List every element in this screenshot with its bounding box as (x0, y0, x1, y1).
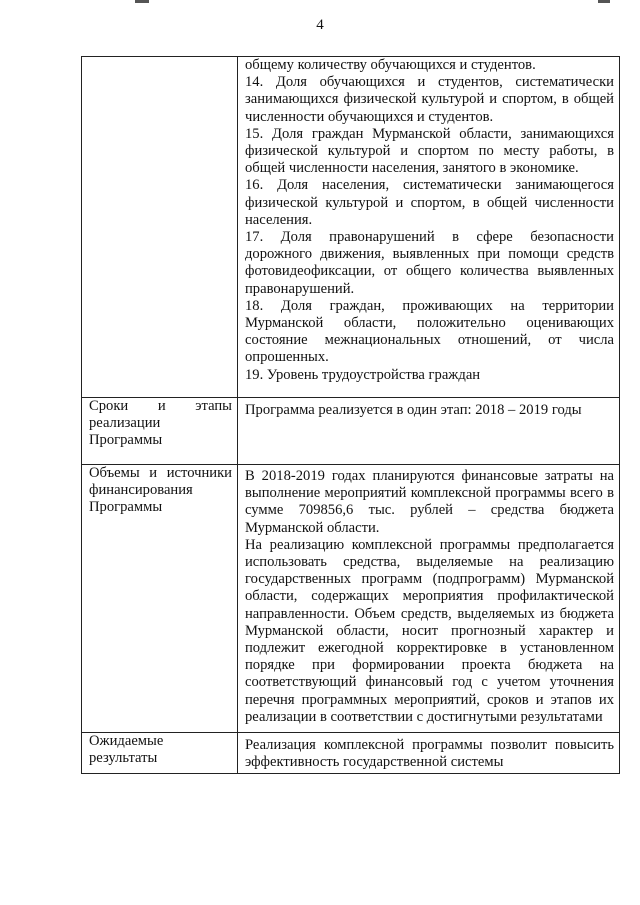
financing-text-2: На реализацию комплексной программы предполагается использовать средства, выделяемые на реализацию государственных программ (подпрограмм) Мурманской области, содержащих мероприятия профилактической направленности. Объем средств, выделяемых из бюджета Мурманской области, носит прогнозный характер и подлежит ежегодной корректировке в установленном порядке при формировании проекта бюджета на соответствующий финансовый год с учетом уточнения перечня программных мероприятий, сроков и этапов их реализации в соответствии с достигнутыми результатами (245, 536, 614, 725)
indicator-14: 14. Доля обучающихся и студентов, систематически занимающихся физической культурой и спортом, в общей численности обучающихся и студентов. (245, 74, 614, 125)
indicator-continuation: общему количеству обучающихся и студентов. (245, 57, 536, 73)
indicator-16: 16. Доля населения, систематически занимающегося физической культурой и спортом, в общей численности населения. (245, 177, 614, 228)
program-passport-table (81, 56, 620, 774)
row-value-results (238, 733, 620, 774)
page-number: 4 (316, 17, 324, 33)
row-value-financing (238, 465, 620, 733)
results-text: Реализация комплексной программы позволит повысить эффективность государственной системы (245, 737, 614, 771)
table-row (82, 57, 620, 398)
indicator-18: 18. Доля граждан, проживающих на территории Мурманской области, положительно оценивающих состояние межнациональных отношений, от числа опрошенных. (245, 297, 614, 366)
table-row (82, 398, 620, 465)
row-label (82, 57, 238, 398)
row-value-terms (238, 398, 620, 465)
scan-edge-mark-right (598, 0, 610, 3)
row-value (238, 57, 620, 398)
financing-text-1: В 2018-2019 годах планируются финансовые затраты на выполнение мероприятий комплексной программы всего в сумме 709856,6 тыс. рублей – средства бюджета Мурманской области. (245, 468, 614, 536)
row-label-financing: Объемы и источники финансирования Программы (82, 465, 238, 733)
row-label-terms: Сроки и этапы реализации Программы (82, 398, 238, 465)
scan-edge-mark-left (135, 0, 149, 3)
terms-text: Программа реализуется в один этап: 2018 – 2019 годы (245, 402, 582, 418)
indicator-17: 17. Доля правонарушений в сфере безопасности дорожного движения, выявленных при помощи средств фотовидеофиксации, от общего количества выявленных правонарушений. (245, 229, 614, 297)
indicator-19: 19. Уровень трудоустройства граждан (245, 366, 481, 383)
table-row (82, 733, 620, 774)
indicator-15: 15. Доля граждан Мурманской области, занимающихся физической культурой и спортом по месту работы, в общей численности населения, занятого в экономике. (245, 125, 614, 177)
row-label-results: Ожидаемые результаты (82, 733, 238, 774)
table-row (82, 465, 620, 733)
